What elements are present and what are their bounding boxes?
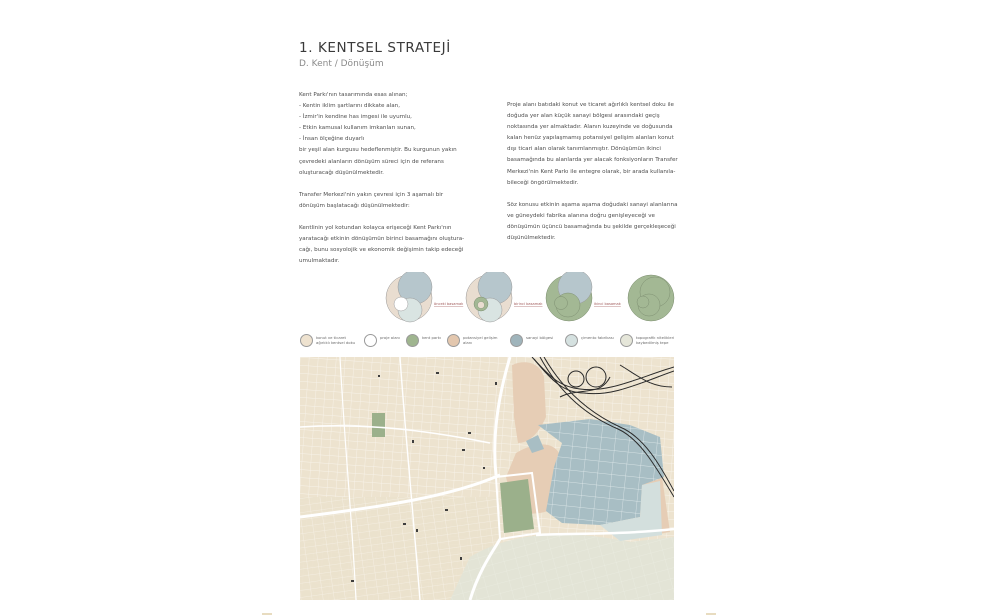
paragraph-line: Merkezi'nin Kent Parkı ile entegre olarak, bir arada kullanıla- <box>507 168 676 175</box>
left-text-column <box>299 90 499 267</box>
bullet-item: - Etkin kamusal kullanım imkanları sunan, <box>299 125 416 132</box>
paragraph-line: umulmaktadır. <box>299 258 340 265</box>
stage-diagram <box>466 272 543 322</box>
paragraph-line: Söz konusu etkinin aşama aşama doğudaki sanayi alanlarına <box>507 201 678 208</box>
paragraph-line: dönüşüm başlatacağı düşünülmektedir: <box>299 202 410 209</box>
paragraph-line: ve güneydeki fabrika alanına doğru genişleyeceği ve <box>507 212 655 219</box>
legend-label: proje alanı <box>380 335 400 340</box>
stage-label <box>593 326 595 327</box>
bullet-item: - İzmir'in kendine has imgesi ile uyumlu, <box>299 114 412 121</box>
paragraph-line: dışı ticari alan olarak tanımlanmıştır. Dönüşümün ikinci <box>507 146 661 153</box>
paragraph-line: Kentlinin yol kotundan kolayca erişeceği Kent Parkı'nın <box>299 224 452 231</box>
legend-swatch <box>300 334 313 347</box>
legend-label: çimento fabrikası <box>581 335 614 340</box>
legend-swatch <box>620 334 633 347</box>
intro-text: Kent Parkı'nın tasarımında esas alınan; <box>299 92 408 98</box>
site-map <box>300 357 674 600</box>
legend-item <box>300 334 360 354</box>
paragraph-line: kalan henüz yapılaşmamış potansiyel gelişim alanları konut <box>507 135 674 142</box>
paragraph-line: cağı, bunu sosyolojik ve ekonomik değişimin takip edeceği <box>299 247 464 254</box>
stage-diagram <box>386 272 464 322</box>
stage-diagram <box>546 272 622 321</box>
legend-item <box>565 334 625 354</box>
legend-label: sanayi bölgesi <box>526 335 554 340</box>
stage-label: ikinci basamak <box>594 302 621 306</box>
paragraph-line: düşünülmektedir. <box>507 235 556 242</box>
paragraph-line: yaratacağı etkinin dönüşümün birinci basamağını oluştura- <box>299 236 465 243</box>
bullet-item: - Kentin iklim şartlarını dikkate alan, <box>299 103 400 110</box>
city-park-area <box>500 479 534 533</box>
right-text-column <box>507 100 692 244</box>
paragraph-line: basamağında bu alanlarda yer alacak fonksiyonların Transfer <box>507 157 678 164</box>
paragraph-line: çevredeki alanların dönüşüm süreci için de referans <box>299 158 444 165</box>
legend-item <box>620 334 680 354</box>
paragraph-line: oluşturacağı düşünülmektedir. <box>299 169 384 176</box>
stage-diagram <box>593 275 674 327</box>
legend-label: konut ve ticaret ağırlıklı kentsel doku <box>316 335 356 345</box>
paragraph-line: dönüşümün üçüncü basamağında bu şekilde gerçekleşeceği <box>507 223 676 230</box>
map-legend <box>300 334 680 356</box>
legend-label: kent parkı <box>422 335 442 340</box>
stage-label: önceki basamak <box>434 302 464 306</box>
legend-swatch <box>447 334 460 347</box>
legend-label: topografik nitelikleri kaybedilmiş tepe <box>636 335 675 345</box>
paragraph-line: bir yeşil alan kurgusu hedeflenmiştir. Bu kurgunun yakın <box>299 147 457 154</box>
legend-item <box>510 334 570 354</box>
legend-label: potansiyel gelişim alanı <box>463 335 498 345</box>
legend-swatch <box>364 334 377 347</box>
legend-swatch <box>406 334 419 347</box>
page-subtitle: D. Kent / Dönüşüm <box>299 59 384 69</box>
small-park <box>372 413 385 437</box>
stage-diagrams <box>385 272 685 330</box>
legend-item <box>447 334 507 354</box>
paragraph-line: doğuda yer alan küçük sanayi bölgesi arasındaki geçiş <box>507 113 660 120</box>
bullet-item: - İnsan ölçeğine duyarlı <box>299 136 365 143</box>
paragraph-line: noktasında yer almaktadır. Alanın kuzeyinde ve doğusunda <box>507 124 673 131</box>
paragraph-line: Proje alanı batıdaki konut ve ticaret ağırlıklı kentsel doku ile <box>507 102 674 108</box>
page-title: 1. KENTSEL STRATEJİ <box>299 40 451 56</box>
legend-swatch <box>565 334 578 347</box>
legend-swatch <box>510 334 523 347</box>
stage-label: birinci basamak <box>514 302 543 306</box>
paragraph-line: Transfer Merkezi'nin yakın çevresi için 3 aşamalı bir <box>299 191 444 198</box>
paragraph-line: bileceği öngörülmektedir. <box>507 179 579 186</box>
